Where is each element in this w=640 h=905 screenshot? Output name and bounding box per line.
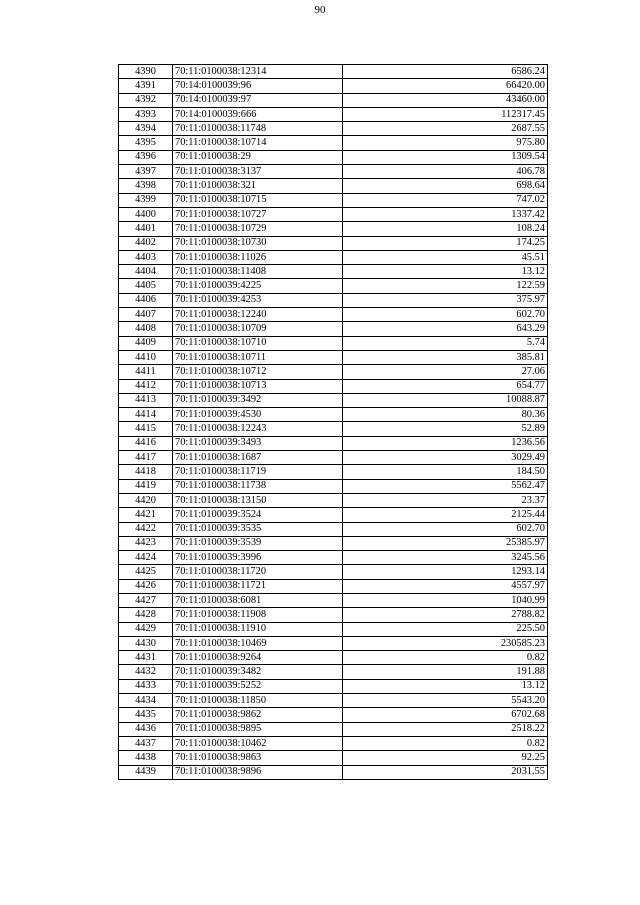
cadastral-number-cell: 70:11:0100038:11748 — [173, 122, 343, 136]
table-row — [119, 293, 548, 307]
cadastral-number-cell: 70:11:0100038:9896 — [173, 765, 343, 779]
cadastral-value-cell: 92.25 — [343, 751, 548, 765]
table-row — [119, 722, 548, 736]
cadastral-number-cell: 70:11:0100038:10729 — [173, 222, 343, 236]
cadastral-value-cell: 10088.87 — [343, 393, 548, 407]
row-number-cell: 4400 — [119, 207, 173, 221]
row-number-cell: 4438 — [119, 751, 173, 765]
table-row — [119, 708, 548, 722]
row-number-cell: 4439 — [119, 765, 173, 779]
cadastral-value-cell: 184.50 — [343, 465, 548, 479]
cadastral-value-cell: 108.24 — [343, 222, 548, 236]
row-number-cell: 4399 — [119, 193, 173, 207]
cadastral-number-cell: 70:11:0100038:3137 — [173, 165, 343, 179]
cadastral-number-cell: 70:11:0100039:3482 — [173, 665, 343, 679]
row-number-cell: 4402 — [119, 236, 173, 250]
cadastral-number-cell: 70:11:0100039:3493 — [173, 436, 343, 450]
cadastral-number-cell: 70:14:0100039:96 — [173, 79, 343, 93]
row-number-cell: 4431 — [119, 651, 173, 665]
row-number-cell: 4394 — [119, 122, 173, 136]
table-row — [119, 193, 548, 207]
row-number-cell: 4401 — [119, 222, 173, 236]
cadastral-number-cell: 70:11:0100039:3492 — [173, 393, 343, 407]
cadastral-number-cell: 70:11:0100038:10711 — [173, 350, 343, 364]
cadastral-value-cell: 602.70 — [343, 522, 548, 536]
cadastral-number-cell: 70:11:0100038:10714 — [173, 136, 343, 150]
cadastral-number-cell: 70:11:0100038:11719 — [173, 465, 343, 479]
table-row — [119, 665, 548, 679]
table-row — [119, 79, 548, 93]
page-number: 90 — [314, 4, 326, 16]
cadastral-value-cell: 23.37 — [343, 493, 548, 507]
cadastral-value-cell: 3029.49 — [343, 451, 548, 465]
table-row — [119, 165, 548, 179]
table-row — [119, 451, 548, 465]
cadastral-value-cell: 13.12 — [343, 265, 548, 279]
row-number-cell: 4432 — [119, 665, 173, 679]
cadastral-value-cell: 5.74 — [343, 336, 548, 350]
cadastral-number-cell: 70:11:0100038:12240 — [173, 308, 343, 322]
row-number-cell: 4395 — [119, 136, 173, 150]
cadastral-number-cell: 70:11:0100038:11850 — [173, 694, 343, 708]
row-number-cell: 4410 — [119, 350, 173, 364]
cadastral-number-cell: 70:11:0100039:4225 — [173, 279, 343, 293]
cadastral-value-cell: 66420.00 — [343, 79, 548, 93]
table-row — [119, 207, 548, 221]
cadastral-number-cell: 70:11:0100038:11720 — [173, 565, 343, 579]
cadastral-value-cell: 1236.56 — [343, 436, 548, 450]
row-number-cell: 4406 — [119, 293, 173, 307]
cadastral-number-cell: 70:11:0100038:1687 — [173, 451, 343, 465]
cadastral-number-cell: 70:11:0100038:10715 — [173, 193, 343, 207]
table-row — [119, 279, 548, 293]
table-row — [119, 393, 548, 407]
cadastral-value-cell: 174.25 — [343, 236, 548, 250]
cadastral-value-cell: 747.02 — [343, 193, 548, 207]
cadastral-number-cell: 70:11:0100038:11721 — [173, 579, 343, 593]
cadastral-number-cell: 70:11:0100038:11908 — [173, 608, 343, 622]
table-row — [119, 322, 548, 336]
cadastral-value-cell: 406.78 — [343, 165, 548, 179]
table-row — [119, 479, 548, 493]
cadastral-value-cell: 122.59 — [343, 279, 548, 293]
cadastral-number-cell: 70:11:0100039:4530 — [173, 408, 343, 422]
cadastral-number-cell: 70:11:0100038:10469 — [173, 636, 343, 650]
table-row — [119, 751, 548, 765]
table-row — [119, 365, 548, 379]
row-number-cell: 4405 — [119, 279, 173, 293]
cadastral-value-cell: 25385.97 — [343, 536, 548, 550]
cadastral-number-cell: 70:14:0100039:97 — [173, 93, 343, 107]
row-number-cell: 4419 — [119, 479, 173, 493]
row-number-cell: 4435 — [119, 708, 173, 722]
cadastral-value-cell: 191.88 — [343, 665, 548, 679]
row-number-cell: 4427 — [119, 593, 173, 607]
table-row — [119, 379, 548, 393]
cadastral-value-cell: 3245.56 — [343, 551, 548, 565]
cadastral-value-table — [118, 64, 548, 780]
cadastral-number-cell: 70:11:0100038:13150 — [173, 493, 343, 507]
cadastral-number-cell: 70:11:0100039:3535 — [173, 522, 343, 536]
table-body — [119, 65, 548, 780]
row-number-cell: 4436 — [119, 722, 173, 736]
table-row — [119, 336, 548, 350]
table-row — [119, 107, 548, 121]
cadastral-value-cell: 643.29 — [343, 322, 548, 336]
row-number-cell: 4396 — [119, 150, 173, 164]
table-row — [119, 422, 548, 436]
row-number-cell: 4409 — [119, 336, 173, 350]
cadastral-value-cell: 5543.20 — [343, 694, 548, 708]
cadastral-value-cell: 1337.42 — [343, 207, 548, 221]
table-row — [119, 222, 548, 236]
cadastral-value-cell: 2125.44 — [343, 508, 548, 522]
cadastral-value-cell: 230585.23 — [343, 636, 548, 650]
cadastral-value-cell: 43460.00 — [343, 93, 548, 107]
table-row — [119, 508, 548, 522]
row-number-cell: 4411 — [119, 365, 173, 379]
table-row — [119, 765, 548, 779]
cadastral-number-cell: 70:11:0100038:11026 — [173, 250, 343, 264]
row-number-cell: 4418 — [119, 465, 173, 479]
row-number-cell: 4425 — [119, 565, 173, 579]
table-row — [119, 308, 548, 322]
cadastral-value-cell: 385.81 — [343, 350, 548, 364]
table-row — [119, 622, 548, 636]
table-row — [119, 250, 548, 264]
cadastral-number-cell: 70:11:0100038:10730 — [173, 236, 343, 250]
cadastral-value-cell: 1293.14 — [343, 565, 548, 579]
cadastral-number-cell: 70:11:0100038:12314 — [173, 65, 343, 79]
table-row — [119, 65, 548, 79]
table-row — [119, 122, 548, 136]
cadastral-number-cell: 70:11:0100038:6081 — [173, 593, 343, 607]
row-number-cell: 4414 — [119, 408, 173, 422]
table-row — [119, 436, 548, 450]
cadastral-value-cell: 6702.68 — [343, 708, 548, 722]
row-number-cell: 4421 — [119, 508, 173, 522]
row-number-cell: 4424 — [119, 551, 173, 565]
table-row — [119, 579, 548, 593]
cadastral-value-cell: 45.51 — [343, 250, 548, 264]
table-row — [119, 608, 548, 622]
row-number-cell: 4407 — [119, 308, 173, 322]
table-row — [119, 493, 548, 507]
table-row — [119, 408, 548, 422]
cadastral-value-cell: 698.64 — [343, 179, 548, 193]
cadastral-number-cell: 70:11:0100038:9264 — [173, 651, 343, 665]
table-row — [119, 179, 548, 193]
cadastral-number-cell: 70:11:0100038:29 — [173, 150, 343, 164]
row-number-cell: 4391 — [119, 79, 173, 93]
row-number-cell: 4428 — [119, 608, 173, 622]
cadastral-value-cell: 654.77 — [343, 379, 548, 393]
row-number-cell: 4415 — [119, 422, 173, 436]
cadastral-number-cell: 70:11:0100038:10712 — [173, 365, 343, 379]
cadastral-value-cell: 0.82 — [343, 736, 548, 750]
cadastral-value-cell: 0.82 — [343, 651, 548, 665]
cadastral-value-cell: 52.89 — [343, 422, 548, 436]
cadastral-number-cell: 70:11:0100039:3524 — [173, 508, 343, 522]
cadastral-value-cell: 2031.55 — [343, 765, 548, 779]
cadastral-number-cell: 70:11:0100038:10709 — [173, 322, 343, 336]
row-number-cell: 4398 — [119, 179, 173, 193]
row-number-cell: 4422 — [119, 522, 173, 536]
table-row — [119, 465, 548, 479]
cadastral-value-cell: 13.12 — [343, 679, 548, 693]
table-row — [119, 136, 548, 150]
row-number-cell: 4392 — [119, 93, 173, 107]
cadastral-value-cell: 2518.22 — [343, 722, 548, 736]
row-number-cell: 4412 — [119, 379, 173, 393]
cadastral-value-cell: 4557.97 — [343, 579, 548, 593]
table-row — [119, 694, 548, 708]
cadastral-number-cell: 70:14:0100039:666 — [173, 107, 343, 121]
table-row — [119, 565, 548, 579]
row-number-cell: 4434 — [119, 694, 173, 708]
row-number-cell: 4420 — [119, 493, 173, 507]
cadastral-value-cell: 27.06 — [343, 365, 548, 379]
cadastral-number-cell: 70:11:0100038:11408 — [173, 265, 343, 279]
row-number-cell: 4437 — [119, 736, 173, 750]
table-row — [119, 522, 548, 536]
row-number-cell: 4426 — [119, 579, 173, 593]
row-number-cell: 4429 — [119, 622, 173, 636]
row-number-cell: 4404 — [119, 265, 173, 279]
table-row — [119, 551, 548, 565]
cadastral-value-cell: 1309.54 — [343, 150, 548, 164]
cadastral-number-cell: 70:11:0100038:11738 — [173, 479, 343, 493]
row-number-cell: 4417 — [119, 451, 173, 465]
row-number-cell: 4433 — [119, 679, 173, 693]
cadastral-number-cell: 70:11:0100038:12243 — [173, 422, 343, 436]
cadastral-value-cell: 112317.45 — [343, 107, 548, 121]
row-number-cell: 4403 — [119, 250, 173, 264]
cadastral-number-cell: 70:11:0100038:9862 — [173, 708, 343, 722]
table-row — [119, 636, 548, 650]
cadastral-value-cell: 602.70 — [343, 308, 548, 322]
row-number-cell: 4397 — [119, 165, 173, 179]
table-row — [119, 536, 548, 550]
table-row — [119, 679, 548, 693]
cadastral-value-cell: 6586.24 — [343, 65, 548, 79]
row-number-cell: 4423 — [119, 536, 173, 550]
table-row — [119, 736, 548, 750]
cadastral-value-cell: 2687.55 — [343, 122, 548, 136]
cadastral-number-cell: 70:11:0100038:10713 — [173, 379, 343, 393]
cadastral-number-cell: 70:11:0100038:10727 — [173, 207, 343, 221]
table-row — [119, 150, 548, 164]
row-number-cell: 4390 — [119, 65, 173, 79]
table-row — [119, 350, 548, 364]
cadastral-number-cell: 70:11:0100039:3996 — [173, 551, 343, 565]
cadastral-number-cell: 70:11:0100038:9895 — [173, 722, 343, 736]
row-number-cell: 4408 — [119, 322, 173, 336]
cadastral-value-cell: 225.50 — [343, 622, 548, 636]
table-row — [119, 265, 548, 279]
cadastral-value-cell: 5562.47 — [343, 479, 548, 493]
table-row — [119, 651, 548, 665]
row-number-cell: 4430 — [119, 636, 173, 650]
row-number-cell: 4393 — [119, 107, 173, 121]
cadastral-value-cell: 975.80 — [343, 136, 548, 150]
cadastral-value-cell: 2788.82 — [343, 608, 548, 622]
cadastral-number-cell: 70:11:0100039:4253 — [173, 293, 343, 307]
cadastral-number-cell: 70:11:0100038:10462 — [173, 736, 343, 750]
cadastral-value-cell: 80.36 — [343, 408, 548, 422]
cadastral-number-cell: 70:11:0100038:11910 — [173, 622, 343, 636]
table-row — [119, 236, 548, 250]
table-row — [119, 93, 548, 107]
row-number-cell: 4413 — [119, 393, 173, 407]
cadastral-value-cell: 1040.99 — [343, 593, 548, 607]
cadastral-number-cell: 70:11:0100039:5252 — [173, 679, 343, 693]
cadastral-number-cell: 70:11:0100038:10710 — [173, 336, 343, 350]
table-row — [119, 593, 548, 607]
row-number-cell: 4416 — [119, 436, 173, 450]
cadastral-number-cell: 70:11:0100038:321 — [173, 179, 343, 193]
cadastral-number-cell: 70:11:0100038:9863 — [173, 751, 343, 765]
cadastral-number-cell: 70:11:0100039:3539 — [173, 536, 343, 550]
cadastral-value-cell: 375.97 — [343, 293, 548, 307]
